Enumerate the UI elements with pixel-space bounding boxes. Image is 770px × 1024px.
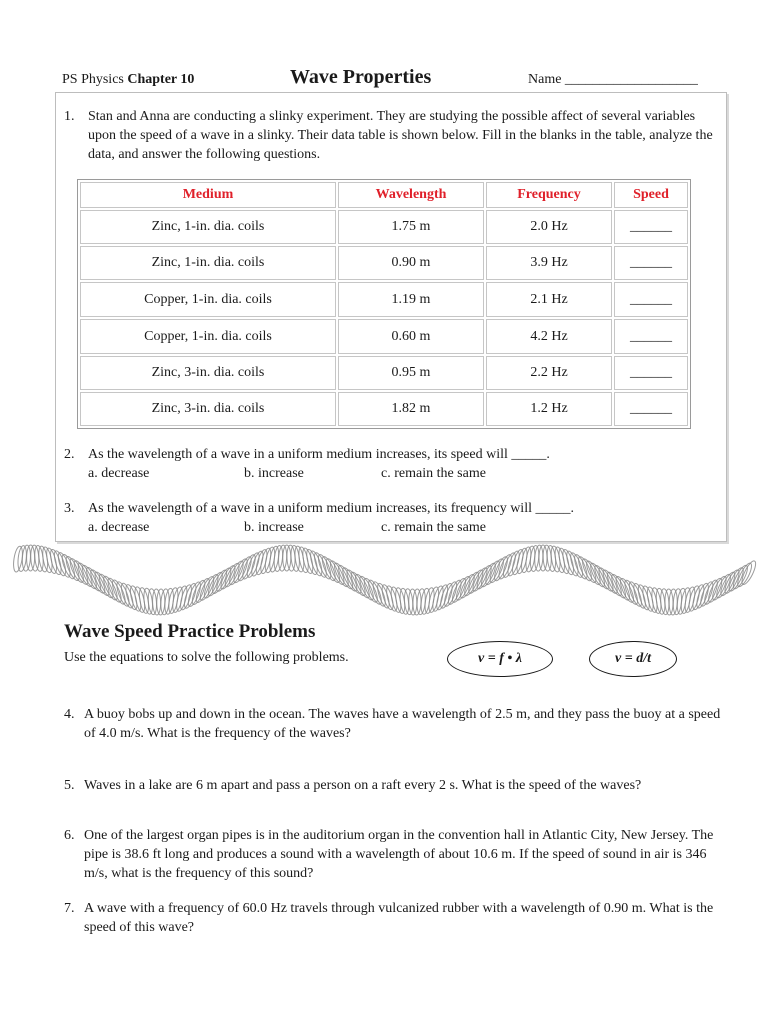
equation-wave-speed: v = f • λ — [447, 641, 553, 677]
table-row — [80, 356, 688, 390]
course-label: PS Physics — [62, 72, 124, 87]
question-number: 7. — [64, 901, 75, 916]
chapter-label: Chapter 10 — [127, 72, 195, 87]
cell-speed-blank[interactable]: ______ — [614, 319, 688, 354]
question-text: As the wavelength of a wave in a uniform medium increases, its speed will _____. — [88, 447, 550, 462]
header-speed: Speed — [614, 182, 688, 208]
cell-wavelength: 1.19 m — [338, 282, 484, 317]
cell-speed-blank[interactable]: ______ — [614, 356, 688, 390]
cell-frequency: 2.0 Hz — [486, 210, 612, 244]
cell-wavelength: 0.90 m — [338, 246, 484, 280]
answer-options — [88, 464, 688, 483]
question-6 — [64, 826, 734, 886]
cell-frequency: 3.9 Hz — [486, 246, 612, 280]
cell-medium: Copper, 1-in. dia. coils — [80, 282, 336, 317]
name-field[interactable]: Name ___________________ — [528, 72, 698, 87]
data-table — [77, 179, 691, 429]
section-title: Wave Speed Practice Problems — [64, 621, 316, 642]
question-text: A buoy bobs up and down in the ocean. The waves have a wavelength of 2.5 m, and they pass the buoy at a speed of 4.0 m/s. What is the frequency of the waves? — [84, 707, 721, 741]
table-header-row — [80, 182, 688, 208]
equation-distance-time: v = d/t — [589, 641, 677, 677]
cell-frequency: 2.2 Hz — [486, 356, 612, 390]
question-text: As the wavelength of a wave in a uniform medium increases, its frequency will _____. — [88, 501, 574, 516]
header-course — [62, 72, 194, 88]
table-row — [80, 246, 688, 280]
question-number: 2. — [64, 447, 75, 462]
header-wavelength: Wavelength — [338, 182, 484, 208]
slinky-wave-image — [0, 540, 770, 620]
option-c[interactable]: c. remain the same — [381, 520, 486, 535]
page-title: Wave Properties — [290, 66, 432, 88]
cell-medium: Zinc, 3-in. dia. coils — [80, 392, 336, 426]
table-row — [80, 319, 688, 354]
cell-frequency: 1.2 Hz — [486, 392, 612, 426]
cell-wavelength: 0.95 m — [338, 356, 484, 390]
option-a[interactable]: a. decrease — [88, 466, 150, 481]
question-4 — [64, 705, 734, 745]
table-row — [80, 392, 688, 426]
question-3 — [64, 499, 714, 539]
cell-speed-blank[interactable]: ______ — [614, 246, 688, 280]
header-frequency: Frequency — [486, 182, 612, 208]
slinky-coils — [12, 545, 758, 615]
table-row — [80, 282, 688, 317]
cell-frequency: 2.1 Hz — [486, 282, 612, 317]
cell-speed-blank[interactable]: ______ — [614, 210, 688, 244]
section-instructions: Use the equations to solve the following problems. — [64, 650, 349, 665]
question-2 — [64, 445, 714, 485]
cell-medium: Zinc, 3-in. dia. coils — [80, 356, 336, 390]
header-medium: Medium — [80, 182, 336, 208]
question-number: 1. — [64, 109, 75, 124]
cell-frequency: 4.2 Hz — [486, 319, 612, 354]
cell-medium: Zinc, 1-in. dia. coils — [80, 210, 336, 244]
question-number: 5. — [64, 778, 75, 793]
cell-medium: Copper, 1-in. dia. coils — [80, 319, 336, 354]
question-5 — [64, 776, 734, 796]
option-c[interactable]: c. remain the same — [381, 466, 486, 481]
question-text: Stan and Anna are conducting a slinky experiment. They are studying the possible affect of several variables upon the speed of a wave in a slinky. Their data table is shown below. Fill in the blanks in the table, analyze the data, and answer the following questions. — [88, 109, 713, 162]
question-number: 3. — [64, 501, 75, 516]
option-b[interactable]: b. increase — [244, 520, 304, 535]
cell-speed-blank[interactable]: ______ — [614, 282, 688, 317]
question-number: 4. — [64, 707, 75, 722]
cell-wavelength: 0.60 m — [338, 319, 484, 354]
question-1 — [64, 107, 714, 167]
cell-wavelength: 1.75 m — [338, 210, 484, 244]
option-a[interactable]: a. decrease — [88, 520, 150, 535]
cell-speed-blank[interactable]: ______ — [614, 392, 688, 426]
question-7 — [64, 899, 734, 939]
question-number: 6. — [64, 828, 75, 843]
question-text: Waves in a lake are 6 m apart and pass a person on a raft every 2 s. What is the speed of the waves? — [84, 778, 642, 793]
cell-wavelength: 1.82 m — [338, 392, 484, 426]
cell-medium: Zinc, 1-in. dia. coils — [80, 246, 336, 280]
answer-options — [88, 518, 688, 537]
table-row — [80, 210, 688, 244]
option-b[interactable]: b. increase — [244, 466, 304, 481]
question-text: A wave with a frequency of 60.0 Hz travels through vulcanized rubber with a wavelength of 0.90 m. What is the speed of this wave? — [84, 901, 714, 935]
question-text: One of the largest organ pipes is in the auditorium organ in the convention hall in Atlantic City, New Jersey. The pipe is 38.6 ft long and produces a sound with a wavelength of about 10.6 m. If the speed of sound in air is 346 m/s, what is the frequency of this sound? — [84, 828, 714, 881]
